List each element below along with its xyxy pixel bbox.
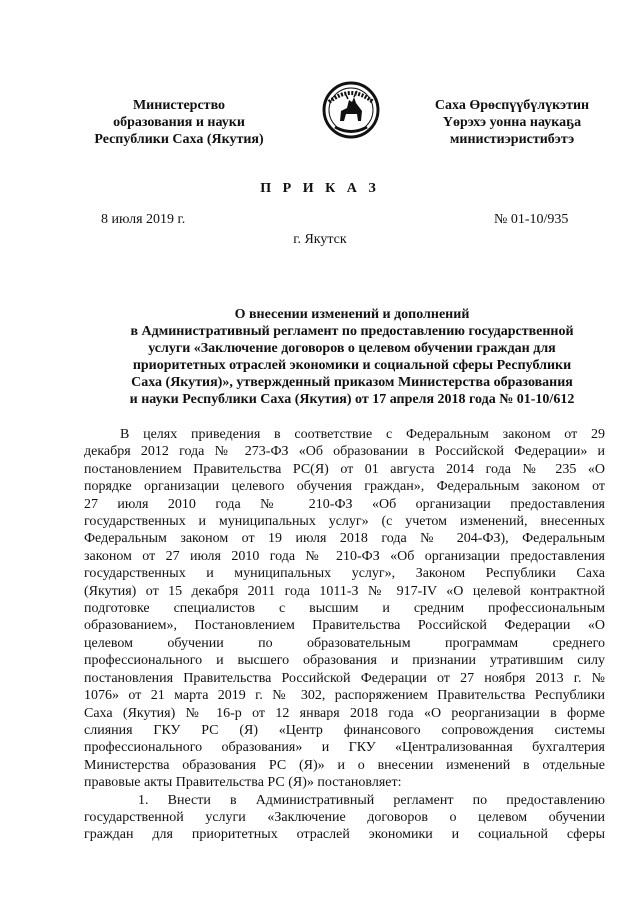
body-line: декабря 2012 года № 273-ФЗ «Об образовании в Российской Федерации» и xyxy=(84,444,605,460)
body-line: В целях приведения в соответствие с Федеральным законом от 29 xyxy=(120,427,605,442)
document-title: П Р И К А З xyxy=(260,181,380,196)
ministry-name-line: министиэристибэтэ xyxy=(449,132,575,147)
ministry-name-line: Министерство xyxy=(132,98,226,113)
body-line: правовые акты Правительства РС (Я)» постановляет: xyxy=(84,775,402,791)
ministry-name-line: Үөрэхэ уонна наукаҕа xyxy=(442,115,582,130)
body-line: целевом обучении по образовательным программам среднего xyxy=(84,635,605,651)
body-line: 27 июля 2010 года № 210-ФЗ «Об организации предоставления xyxy=(84,496,605,512)
body-line: порядке организации целевого обучения граждан», Федеральным законом от xyxy=(84,479,605,495)
body-line: профессионального и высшего образования и признании утратившим силу xyxy=(84,653,605,669)
subject-line: и науки Республики Саха (Якутия) от 17 апреля 2018 года № 01-10/612 xyxy=(129,392,575,407)
subject-line: Саха (Якутия)», утвержденный приказом Министерства образования xyxy=(131,375,573,390)
body-line: 1076» от 21 марта 2019 г. № 302, распоряжением Правительства Республики xyxy=(84,688,605,704)
ministry-name-russian xyxy=(84,97,274,148)
subject-line: в Административный регламент по предоставлению государственной xyxy=(130,324,574,339)
order-date: 8 июля 2019 г. xyxy=(101,212,186,227)
order-body xyxy=(84,426,605,844)
order-subject xyxy=(100,306,604,408)
subject-line: О внесении изменений и дополнений xyxy=(234,307,470,322)
order-number: № 01-10/935 xyxy=(494,212,569,227)
body-line: законом от 27 июля 2010 года № 210-ФЗ «Об организации предоставления xyxy=(84,548,605,564)
body-line: профессионального образования» и ГКУ «Централизованная бухгалтерия xyxy=(84,740,605,756)
item-line: граждан для приоритетных отраслей экономики и социальной сферы xyxy=(84,827,605,843)
body-line: подготовке специалистов с высшим и средним профессиональным xyxy=(84,601,605,617)
ministry-name-sakha xyxy=(412,97,612,148)
subject-line: услуги «Заключение договоров о целевом обучении граждан для xyxy=(148,341,556,356)
body-line: постановлением Правительства РС(Я) от 01 августа 2014 года № 235 «О xyxy=(84,461,605,477)
body-line: (Якутия) от 15 декабря 2011 года 1011-З № 917-IV «О целевой контрактной xyxy=(84,583,605,599)
ministry-name-line: Саха Өрөспүүбүлүкэтин xyxy=(434,98,590,113)
subject-line: приоритетных отраслей экономики и социальной сферы Республики xyxy=(132,358,572,373)
body-line: образованием», Постановлением Правительства Российской Федерации «О xyxy=(84,618,605,634)
body-line: постановления Правительства Российской Федерации от 27 ноября 2013 г. № xyxy=(84,670,605,686)
order-city: г. Якутск xyxy=(293,232,347,247)
item-line: 1. Внести в Административный регламент по предоставлению xyxy=(138,792,605,808)
item-line: государственной услуги «Заключение договоров о целевом обучении xyxy=(84,809,605,825)
body-line: государственных и муниципальных услуг» (с учетом изменений, внесенных xyxy=(84,514,605,530)
sakha-coat-of-arms-icon xyxy=(321,80,381,140)
ministry-name-line: Республики Саха (Якутия) xyxy=(94,132,264,147)
body-line: Саха (Якутия) № 16-р от 12 января 2018 года «О реорганизации в форме xyxy=(84,705,605,721)
body-line: государственных и муниципальных услуг», Законом Республики Саха xyxy=(84,566,605,582)
body-line: Министерства образования РС (Я)» и о внесении изменений в отдельные xyxy=(84,757,605,773)
ministry-name-line: образования и науки xyxy=(113,115,245,130)
body-line: Федеральным законом от 19 июля 2018 года № 204-ФЗ), Федеральным xyxy=(84,531,605,547)
body-line: слияния ГКУ РС (Я) «Центр финансового сопровождения системы xyxy=(84,722,605,738)
